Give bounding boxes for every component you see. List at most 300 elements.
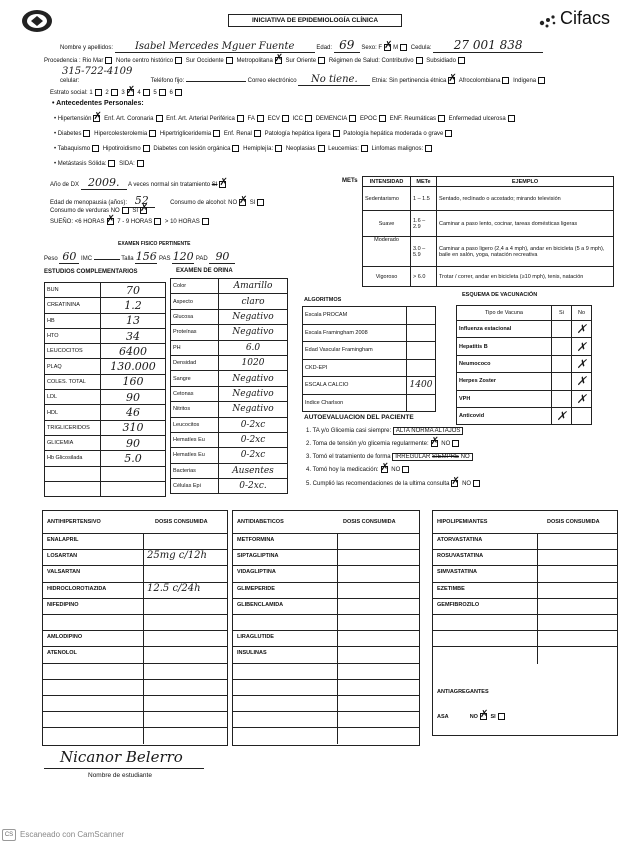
- med-column-divider: [537, 566, 538, 582]
- orina-row: [171, 479, 288, 494]
- orina-label: Proteínas: [171, 325, 219, 340]
- algoritmos-row: [303, 377, 436, 395]
- diabetes-lesion-checkbox[interactable]: [232, 145, 239, 152]
- tabaquismo-checkbox[interactable]: [92, 145, 99, 152]
- estudios-value[interactable]: 1.2: [101, 298, 166, 313]
- estudios-row: [45, 283, 166, 298]
- estudios-row: [45, 451, 166, 466]
- metastasis-checkbox[interactable]: [108, 160, 115, 167]
- origin-option: Metropolitana: [236, 58, 273, 65]
- q5-si-checkbox[interactable]: [451, 480, 458, 487]
- id-field[interactable]: 27 001 838: [433, 38, 543, 53]
- hipolipemiantes-panel: [432, 510, 618, 736]
- estudios-label: TRIGLICERIDOS: [45, 420, 101, 435]
- talla-field[interactable]: 156: [135, 250, 157, 263]
- mets-cell: Moderado: [363, 237, 411, 267]
- estrato-option: 4: [137, 90, 141, 97]
- med-column-divider: [143, 712, 144, 728]
- menopause-row: [50, 194, 266, 208]
- orina-label: Leucocitos: [171, 417, 219, 432]
- vacuna-name: VPH: [457, 390, 552, 407]
- med-name: AMLODIPINO: [47, 634, 83, 641]
- regimen-subsidiado-checkbox[interactable]: [458, 57, 465, 64]
- reumaticas-checkbox[interactable]: [438, 115, 445, 122]
- vacuna-si-cell[interactable]: [552, 407, 572, 424]
- med-row: [43, 646, 227, 662]
- phone-label: celular:: [60, 78, 80, 84]
- brand-name: Cifacs: [560, 8, 611, 28]
- leucemias-checkbox[interactable]: [361, 145, 368, 152]
- orina-value[interactable]: Negativo: [219, 402, 288, 417]
- hipertrigliceridemia-checkbox[interactable]: [213, 130, 220, 137]
- vacuna-no-cell[interactable]: [572, 338, 592, 355]
- origin-suroriente-checkbox[interactable]: [318, 57, 325, 64]
- renal-checkbox[interactable]: [254, 130, 261, 137]
- q4-si-checkbox[interactable]: [381, 466, 388, 473]
- med-name: ATENOLOL: [47, 650, 77, 657]
- ant-label: SIDA:: [119, 161, 135, 168]
- med-column-divider: [337, 566, 338, 582]
- med-column-divider: [143, 550, 144, 566]
- algoritmos-value[interactable]: [407, 359, 436, 377]
- q2-row: [306, 440, 461, 447]
- patient-row-1: [60, 38, 620, 50]
- orina-row: [171, 355, 288, 370]
- ant-label: Neoplasias: [285, 146, 316, 153]
- antecedentes-title: • Antecedentes Personales:: [52, 100, 144, 107]
- ant-label: Hipertrigliceridemia: [159, 131, 212, 138]
- vacunas-row: [457, 390, 592, 407]
- vacuna-si-cell[interactable]: [552, 338, 572, 355]
- antiagregantes-label: ANTIAGREGANTES: [437, 689, 489, 695]
- orina-value[interactable]: 1020: [219, 355, 288, 370]
- orina-value[interactable]: claro: [219, 294, 288, 309]
- antecedentes-row-2: • Diabetes Hipercolesterolemia Hipertrigliceridemia Enf. Renal Patología hepática ligera Patología hepática moderada o grave: [54, 130, 454, 137]
- hipercolesterolemia-checkbox[interactable]: [149, 130, 156, 137]
- ant-label: Diabetes con lesión orgánica: [153, 146, 231, 153]
- estudios-label: PLAQ: [45, 359, 101, 374]
- ant-label: Hipertensión: [57, 116, 92, 123]
- vacuna-si-cell[interactable]: [552, 321, 572, 338]
- origin-riomar-checkbox[interactable]: [105, 57, 112, 64]
- estudios-table: [44, 282, 166, 497]
- regimen-label: Régimen de Salud: Contributivo: [328, 58, 414, 65]
- antidiabeticos-rows: [233, 533, 419, 743]
- med-column-divider: [337, 664, 338, 680]
- algoritmos-value[interactable]: [407, 324, 436, 342]
- estudios-value[interactable]: 6400: [101, 344, 166, 359]
- mets-cell: Sentado, reclinado o acostado; mirando televisión: [437, 187, 614, 211]
- estudios-label: GLICEMIA: [45, 435, 101, 450]
- alcohol-si-checkbox[interactable]: [257, 199, 264, 206]
- asa-label: ASA: [437, 713, 449, 720]
- med-row: [433, 565, 617, 581]
- med-row: [233, 663, 419, 679]
- estudios-value[interactable]: 160: [101, 374, 166, 389]
- estudios-label: HTO: [45, 328, 101, 343]
- orina-value[interactable]: 0-2xc: [219, 432, 288, 447]
- imc-field[interactable]: [94, 252, 120, 260]
- dx-field[interactable]: 2009.: [81, 176, 127, 190]
- antidiabeticos-dose-title: DOSIS CONSUMIDA: [343, 519, 396, 525]
- talla-label: Talla: [121, 256, 134, 262]
- med-row: [233, 582, 419, 598]
- q1-option: NORMA: [411, 428, 434, 434]
- med-column-divider: [143, 680, 144, 696]
- vacuna-name: Herpes Zoster: [457, 373, 552, 390]
- mets-header: EJEMPLO: [437, 177, 614, 187]
- estudios-value[interactable]: 13: [101, 313, 166, 328]
- med-column-divider: [337, 696, 338, 712]
- orina-value[interactable]: Amarillo: [219, 279, 288, 294]
- q3-options[interactable]: [392, 453, 472, 461]
- periferica-checkbox[interactable]: [237, 115, 244, 122]
- med-row: [233, 598, 419, 614]
- med-name: SIPTAGLIPTINA: [237, 553, 279, 560]
- ant-label: Enf. Art. Coronaria: [104, 116, 154, 123]
- estrato-label: Estrato social:: [50, 90, 88, 97]
- estrato-1-checkbox[interactable]: [95, 89, 102, 96]
- ant-label: Hipercolesterolemia: [94, 131, 148, 138]
- med-name: NIFEDIPINO: [47, 601, 79, 608]
- med-dose-value[interactable]: 12.5 c/24h: [147, 582, 201, 594]
- q4-no-checkbox[interactable]: [402, 466, 409, 473]
- camscanner-text: Escaneado con CamScanner: [20, 830, 125, 839]
- estudios-value[interactable]: 46: [101, 405, 166, 420]
- sex-m-checkbox[interactable]: [400, 44, 407, 51]
- orina-value[interactable]: Negativo: [219, 371, 288, 386]
- algoritmos-value[interactable]: [407, 307, 436, 325]
- vacunas-header: Si: [552, 306, 572, 321]
- estrato-option: 6: [169, 90, 173, 97]
- vacuna-no-cell[interactable]: [572, 355, 592, 372]
- med-row: [233, 727, 419, 743]
- q2-si-checkbox[interactable]: [431, 440, 438, 447]
- phone-fixed-label: Teléfono fijo:: [150, 78, 185, 84]
- algoritmos-label: Escala PROCAM: [303, 307, 407, 325]
- mets-cell: Suave: [363, 211, 411, 237]
- age-field[interactable]: 69: [334, 38, 360, 53]
- hemiplejia-checkbox[interactable]: [275, 145, 282, 152]
- vacuna-si-cell[interactable]: [552, 390, 572, 407]
- autoevaluacion-title: AUTOEVALUACION DEL PACIENTE: [304, 414, 414, 421]
- estudios-value[interactable]: 310: [101, 420, 166, 435]
- antecedentes-row-3: • Tabaquismo Hipotiroidismo Diabetes con lesión orgánica Hemiplejía: Neoplasias Leucemias: Linfomas malignos:: [54, 145, 434, 152]
- algoritmos-value[interactable]: [407, 394, 436, 412]
- orina-row: [171, 402, 288, 417]
- asa-row: [437, 713, 507, 720]
- menopause-label: Edad de menopausia (años):: [50, 200, 128, 206]
- sleep-gt10-checkbox[interactable]: [202, 218, 209, 225]
- q2-label: 2. Toma de tensión y/o glicemia regularmente:: [306, 441, 429, 448]
- id-label: Cedula:: [410, 45, 432, 51]
- sex-label: Sexo: F: [361, 45, 383, 51]
- q1-option: ALTA: [434, 428, 449, 434]
- student-signature: Nicanor Belerro: [60, 748, 183, 766]
- name-field[interactable]: Isabel Mercedes Mguer Fuente: [115, 41, 315, 53]
- med-row: [43, 614, 227, 630]
- estrato-4-checkbox[interactable]: [143, 89, 150, 96]
- med-name: ATORVASTATINA: [437, 537, 483, 543]
- orina-value[interactable]: Ausentes: [219, 463, 288, 478]
- med-row: [433, 533, 617, 549]
- regimen-subsidiado-label: Subsidiado: [426, 58, 456, 65]
- coronaria-checkbox[interactable]: [156, 115, 163, 122]
- med-column-divider: [143, 534, 144, 550]
- orina-row: [171, 309, 288, 324]
- sex-f-checkbox[interactable]: [384, 44, 391, 51]
- estudios-value[interactable]: 70: [101, 283, 166, 298]
- imc-label: IMC: [81, 256, 93, 262]
- vacunas-header: Tipo de Vacuna: [457, 306, 552, 321]
- estrato-option: 1: [89, 90, 93, 97]
- orina-value[interactable]: 0-2xc: [219, 417, 288, 432]
- email-field[interactable]: No tiene.: [298, 74, 370, 86]
- q4-no-label: NO: [391, 467, 401, 474]
- cross-mark-icon: ✗: [556, 409, 567, 424]
- asa-si-label: SI: [490, 713, 496, 720]
- origin-metropolitana-checkbox[interactable]: [275, 57, 282, 64]
- sleep-lt6-checkbox[interactable]: [107, 218, 114, 225]
- med-row: [433, 614, 617, 630]
- epoc-checkbox[interactable]: [379, 115, 386, 122]
- med-row: [43, 630, 227, 646]
- estudios-value[interactable]: 130.000: [101, 359, 166, 374]
- med-column-divider: [337, 680, 338, 696]
- algoritmos-label: Indice Charlson: [303, 394, 407, 412]
- alcohol-no-checkbox[interactable]: [239, 199, 246, 206]
- verduras-row: [50, 207, 149, 214]
- cross-mark-icon: ✗: [576, 356, 587, 371]
- ethnicity-label: Etnia: Sin pertinencia étnica: [372, 78, 447, 84]
- orina-value[interactable]: 0-2xc.: [219, 479, 288, 494]
- estudios-value[interactable]: [101, 466, 166, 481]
- phone-fixed-field[interactable]: [186, 74, 246, 82]
- hipotiroidismo-checkbox[interactable]: [143, 145, 150, 152]
- icc-checkbox[interactable]: [305, 115, 312, 122]
- algoritmos-value[interactable]: 1400: [407, 377, 436, 395]
- med-row: [433, 598, 617, 614]
- q3-row: [306, 453, 473, 461]
- ethnicity-ind-checkbox[interactable]: [538, 77, 545, 84]
- estudios-value[interactable]: 34: [101, 328, 166, 343]
- ant-label: ENF. Reumáticas: [389, 116, 436, 123]
- vacuna-si-cell[interactable]: [552, 373, 572, 390]
- hipertension-checkbox[interactable]: [93, 115, 100, 122]
- hepatica-grave-checkbox[interactable]: [445, 130, 452, 137]
- vacuna-no-cell[interactable]: [572, 373, 592, 390]
- sleep-label: SUEÑO:: [50, 219, 74, 226]
- estudios-row: [45, 420, 166, 435]
- age-label: Edad:: [316, 45, 333, 51]
- med-row: [233, 646, 419, 662]
- estudios-value[interactable]: 90: [101, 390, 166, 405]
- vacunas-table: [456, 305, 592, 425]
- estrato-5-checkbox[interactable]: [159, 89, 166, 96]
- q1-options[interactable]: [393, 427, 464, 435]
- q5-no-checkbox[interactable]: [473, 480, 480, 487]
- origin-norte-checkbox[interactable]: [175, 57, 182, 64]
- origin-option: Sur Occidente: [185, 58, 224, 65]
- ethnicity-none-checkbox[interactable]: [448, 77, 455, 84]
- ant-label: EPOC: [359, 116, 377, 123]
- sleep-7-9-checkbox[interactable]: [154, 218, 161, 225]
- vacuna-no-cell[interactable]: [572, 321, 592, 338]
- orina-value[interactable]: Negativo: [219, 386, 288, 401]
- algoritmos-title: ALGORITMOS: [304, 297, 342, 303]
- estudios-row: [45, 435, 166, 450]
- q1-label: 1. TA y/o Glicemia casi siempre:: [306, 428, 392, 434]
- ethnicity-afro-checkbox[interactable]: [502, 77, 509, 84]
- origin-option: Sur Oriente: [285, 58, 317, 65]
- verduras-no-checkbox[interactable]: [122, 207, 129, 214]
- orina-row: [171, 448, 288, 463]
- cross-mark-icon: ✗: [576, 374, 587, 389]
- fa-checkbox[interactable]: [257, 115, 264, 122]
- med-column-divider: [143, 647, 144, 663]
- exam-fisico-row: [44, 250, 235, 264]
- orina-label: Nitritos: [171, 402, 219, 417]
- med-column-divider: [143, 615, 144, 631]
- med-row: [43, 582, 227, 598]
- ant-label: Metástasis Sólida:: [57, 161, 107, 168]
- q3-option: SIEMPRE: [431, 454, 459, 460]
- estrato-6-checkbox[interactable]: [175, 89, 182, 96]
- antihipertensivo-title: ANTIHIPERTENSIVO: [47, 519, 101, 525]
- orina-value[interactable]: Negativo: [219, 309, 288, 324]
- med-column-divider: [537, 550, 538, 566]
- q3-option: NO: [460, 454, 470, 460]
- estrato-2-checkbox[interactable]: [111, 89, 118, 96]
- estudios-row: [45, 466, 166, 481]
- med-column-divider: [537, 631, 538, 647]
- algoritmos-value[interactable]: [407, 342, 436, 360]
- sida-checkbox[interactable]: [137, 160, 144, 167]
- vacunas-row: [457, 407, 592, 424]
- normal-checkbox[interactable]: [219, 181, 226, 188]
- estudios-row: [45, 359, 166, 374]
- mets-header: INTENSIDAD: [363, 177, 411, 187]
- asa-no-checkbox[interactable]: [480, 713, 487, 720]
- med-column-divider: [143, 583, 144, 599]
- origin-suroccidente-checkbox[interactable]: [226, 57, 233, 64]
- pad-field[interactable]: 90: [209, 250, 235, 264]
- estudios-label: [45, 466, 101, 481]
- verduras-si-checkbox[interactable]: [140, 207, 147, 214]
- algoritmos-label: ESCALA CALCIO: [303, 377, 407, 395]
- med-column-divider: [143, 631, 144, 647]
- hipolipemiantes-dose-title: DOSIS CONSUMIDA: [547, 519, 600, 525]
- q1-option: JOS: [448, 428, 461, 434]
- vacuna-no-cell[interactable]: [572, 390, 592, 407]
- med-row: [43, 695, 227, 711]
- sex-m-label: M: [393, 45, 399, 51]
- algoritmos-row: [303, 394, 436, 412]
- estrato-3-checkbox[interactable]: [127, 89, 134, 96]
- med-name: LIRAGLUTIDE: [237, 634, 274, 641]
- asa-si-checkbox[interactable]: [498, 713, 505, 720]
- demencia-checkbox[interactable]: [349, 115, 356, 122]
- verduras-no-label: NO: [110, 208, 120, 215]
- ulcerosa-checkbox[interactable]: [508, 115, 515, 122]
- hepatica-ligera-checkbox[interactable]: [333, 130, 340, 137]
- ecv-checkbox[interactable]: [282, 115, 289, 122]
- ethnicity-afro-label: Afrocolombiana: [458, 78, 501, 84]
- med-row: [43, 679, 227, 695]
- form-title: INICIATIVA DE EPIDEMIOLOGÍA CLÍNICA: [228, 14, 402, 27]
- antecedentes-row-1: • Hipertensión✗ Enf. Art. Coronaria Enf. Art. Arterial Periférica FA ECV ICC DEMENCIA EPOC ENF. Reumáticas Enfermedad ulcerosa: [54, 115, 517, 122]
- peso-field[interactable]: 60: [59, 250, 79, 264]
- origin-label: Procedencia : Rio Mar: [44, 58, 104, 65]
- med-row: [43, 565, 227, 581]
- vacunas-row: [457, 321, 592, 338]
- med-column-divider: [337, 615, 338, 631]
- alcohol-si-label: SI: [249, 200, 256, 206]
- ant-label: Hemiplejía:: [243, 146, 274, 153]
- med-row: [233, 565, 419, 581]
- orina-row: [171, 340, 288, 355]
- orina-value[interactable]: 0-2xc: [219, 448, 288, 463]
- linfomas-checkbox[interactable]: [425, 145, 432, 152]
- verduras-si-label: SI: [132, 208, 139, 215]
- med-name: HIDROCLOROTIAZIDA: [47, 585, 107, 592]
- algoritmos-label: Escala Framingham 2008: [303, 324, 407, 342]
- med-column-divider: [143, 664, 144, 680]
- camscanner-icon: CS: [4, 832, 14, 838]
- algoritmos-label: CKD-EPI: [303, 359, 407, 377]
- orina-label: Células Epi: [171, 479, 219, 494]
- q3-option: IRREGULAR: [395, 454, 431, 460]
- orina-label: Glucosa: [171, 309, 219, 324]
- estudios-row: [45, 344, 166, 359]
- vacuna-no-cell[interactable]: [572, 407, 592, 424]
- vacuna-si-cell[interactable]: [552, 355, 572, 372]
- estudios-label: CREATININA: [45, 298, 101, 313]
- estudios-row: [45, 298, 166, 313]
- orina-value[interactable]: 6.0: [219, 340, 288, 355]
- antihipertensivo-panel: [42, 510, 228, 746]
- q2-no-checkbox[interactable]: [452, 440, 459, 447]
- estudios-value[interactable]: 90: [101, 435, 166, 450]
- orina-row: [171, 386, 288, 401]
- alcohol-label: Consumo de alcohol:: [170, 200, 227, 206]
- estudios-label: LEUCOCITOS: [45, 344, 101, 359]
- med-column-divider: [537, 583, 538, 599]
- med-row: [233, 679, 419, 695]
- vacunas-row: [457, 373, 592, 390]
- med-dose-value[interactable]: 25mg c/12h: [147, 550, 207, 562]
- mets-cell: > 6.0: [411, 267, 437, 287]
- orina-row: [171, 432, 288, 447]
- regimen-contributivo-checkbox[interactable]: [416, 57, 423, 64]
- med-name: VALSARTAN: [47, 569, 81, 576]
- phone-field[interactable]: 315-722-4109: [62, 66, 133, 77]
- neoplasias-checkbox[interactable]: [318, 145, 325, 152]
- pas-field[interactable]: 120: [172, 250, 194, 263]
- med-column-divider: [143, 566, 144, 582]
- estudios-value[interactable]: [101, 481, 166, 496]
- orina-label: Hematíes Eu: [171, 448, 219, 463]
- orina-value[interactable]: Negativo: [219, 325, 288, 340]
- mets-cell: 1.6 – 2.9: [411, 211, 437, 237]
- orina-label: Aspecto: [171, 294, 219, 309]
- med-column-divider: [337, 550, 338, 566]
- diabetes-checkbox[interactable]: [83, 130, 90, 137]
- estudios-value[interactable]: 5.0: [101, 451, 166, 466]
- menopause-field[interactable]: 52: [129, 194, 155, 208]
- mets-cell: Vigoroso: [363, 267, 411, 287]
- algoritmos-row: [303, 307, 436, 325]
